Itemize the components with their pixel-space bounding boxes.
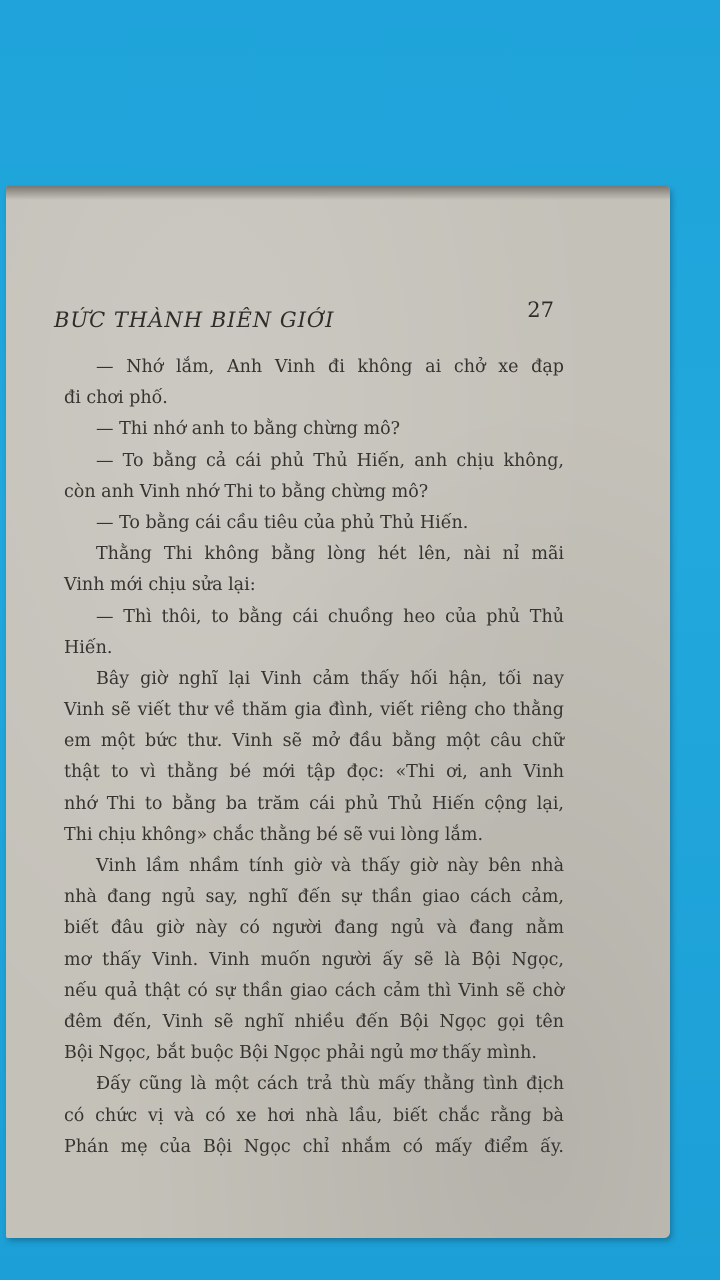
book-page [6,186,670,1238]
text-line: mơ thấy Vinh. Vinh muốn người ấy sẽ là Bội Ngọc, [64,949,564,970]
text-line: thật to vì thằng bé mới tập đọc: «Thi ơi, anh Vinh [64,762,564,783]
page-number: 27 [527,298,554,322]
text-line: Bội Ngọc, bắt buộc Bội Ngọc phải ngủ mơ thấy mình. [64,1043,537,1064]
text-line: nhà đang ngủ say, nghĩ đến sự thần giao cách cảm, [64,887,564,908]
text-line: em một bức thư. Vinh sẽ mở đầu bằng một câu chữ [64,731,564,752]
text-line: Đấy cũng là một cách trả thù mấy thằng tình địch [96,1074,564,1095]
running-title: BỨC THÀNH BIÊN GIỚI [54,308,335,332]
text-line: biết đâu giờ này có người đang ngủ và đang nằm [64,918,564,939]
text-line: có chức vị và có xe hơi nhà lầu, biết chắc rằng bà [64,1105,564,1126]
body-text [64,352,564,1163]
text-line: — Nhớ lắm, Anh Vinh đi không ai chở xe đạp [96,357,564,377]
text-line: Vinh sẽ viết thư về thăm gia đình, viết riêng cho thằng [64,700,564,721]
text-line: còn anh Vinh nhớ Thi to bằng chừng mô? [64,481,429,502]
text-line: Thi chịu không» chắc thằng bé sẽ vui lòng lắm. [64,824,484,845]
text-line: đi chơi phố. [64,388,168,409]
text-line: Phán mẹ của Bội Ngọc chỉ nhắm có mấy điểm ấy. [64,1136,564,1157]
text-line: nhớ Thi to bằng ba trăm cái phủ Thủ Hiến cộng lại, [64,793,564,814]
text-line: Thằng Thi không bằng lòng hét lên, nài nỉ mãi [96,544,564,565]
text-line: Vinh mới chịu sửa lại: [64,575,256,596]
text-line: Bây giờ nghĩ lại Vinh cảm thấy hối hận, tối nay [96,668,564,689]
text-line: đêm đến, Vinh sẽ nghĩ nhiều đến Bội Ngọc gọi tên [64,1011,564,1032]
text-line: Vinh lầm nhầm tính giờ và thấy giờ này bên nhà [96,856,564,876]
text-line: — To bằng cả cái phủ Thủ Hiến, anh chịu không, [96,450,564,471]
text-line: — Thi nhớ anh to bằng chừng mô? [96,419,401,440]
text-line: nếu quả thật có sự thần giao cách cảm thì Vinh sẽ chờ [64,980,564,1001]
text-line: — Thì thôi, to bằng cái chuồng heo của phủ Thủ [96,606,564,627]
text-line: Hiến. [64,637,113,658]
page-top-edge [6,186,670,200]
text-line: — To bằng cái cầu tiêu của phủ Thủ Hiến. [96,512,469,533]
